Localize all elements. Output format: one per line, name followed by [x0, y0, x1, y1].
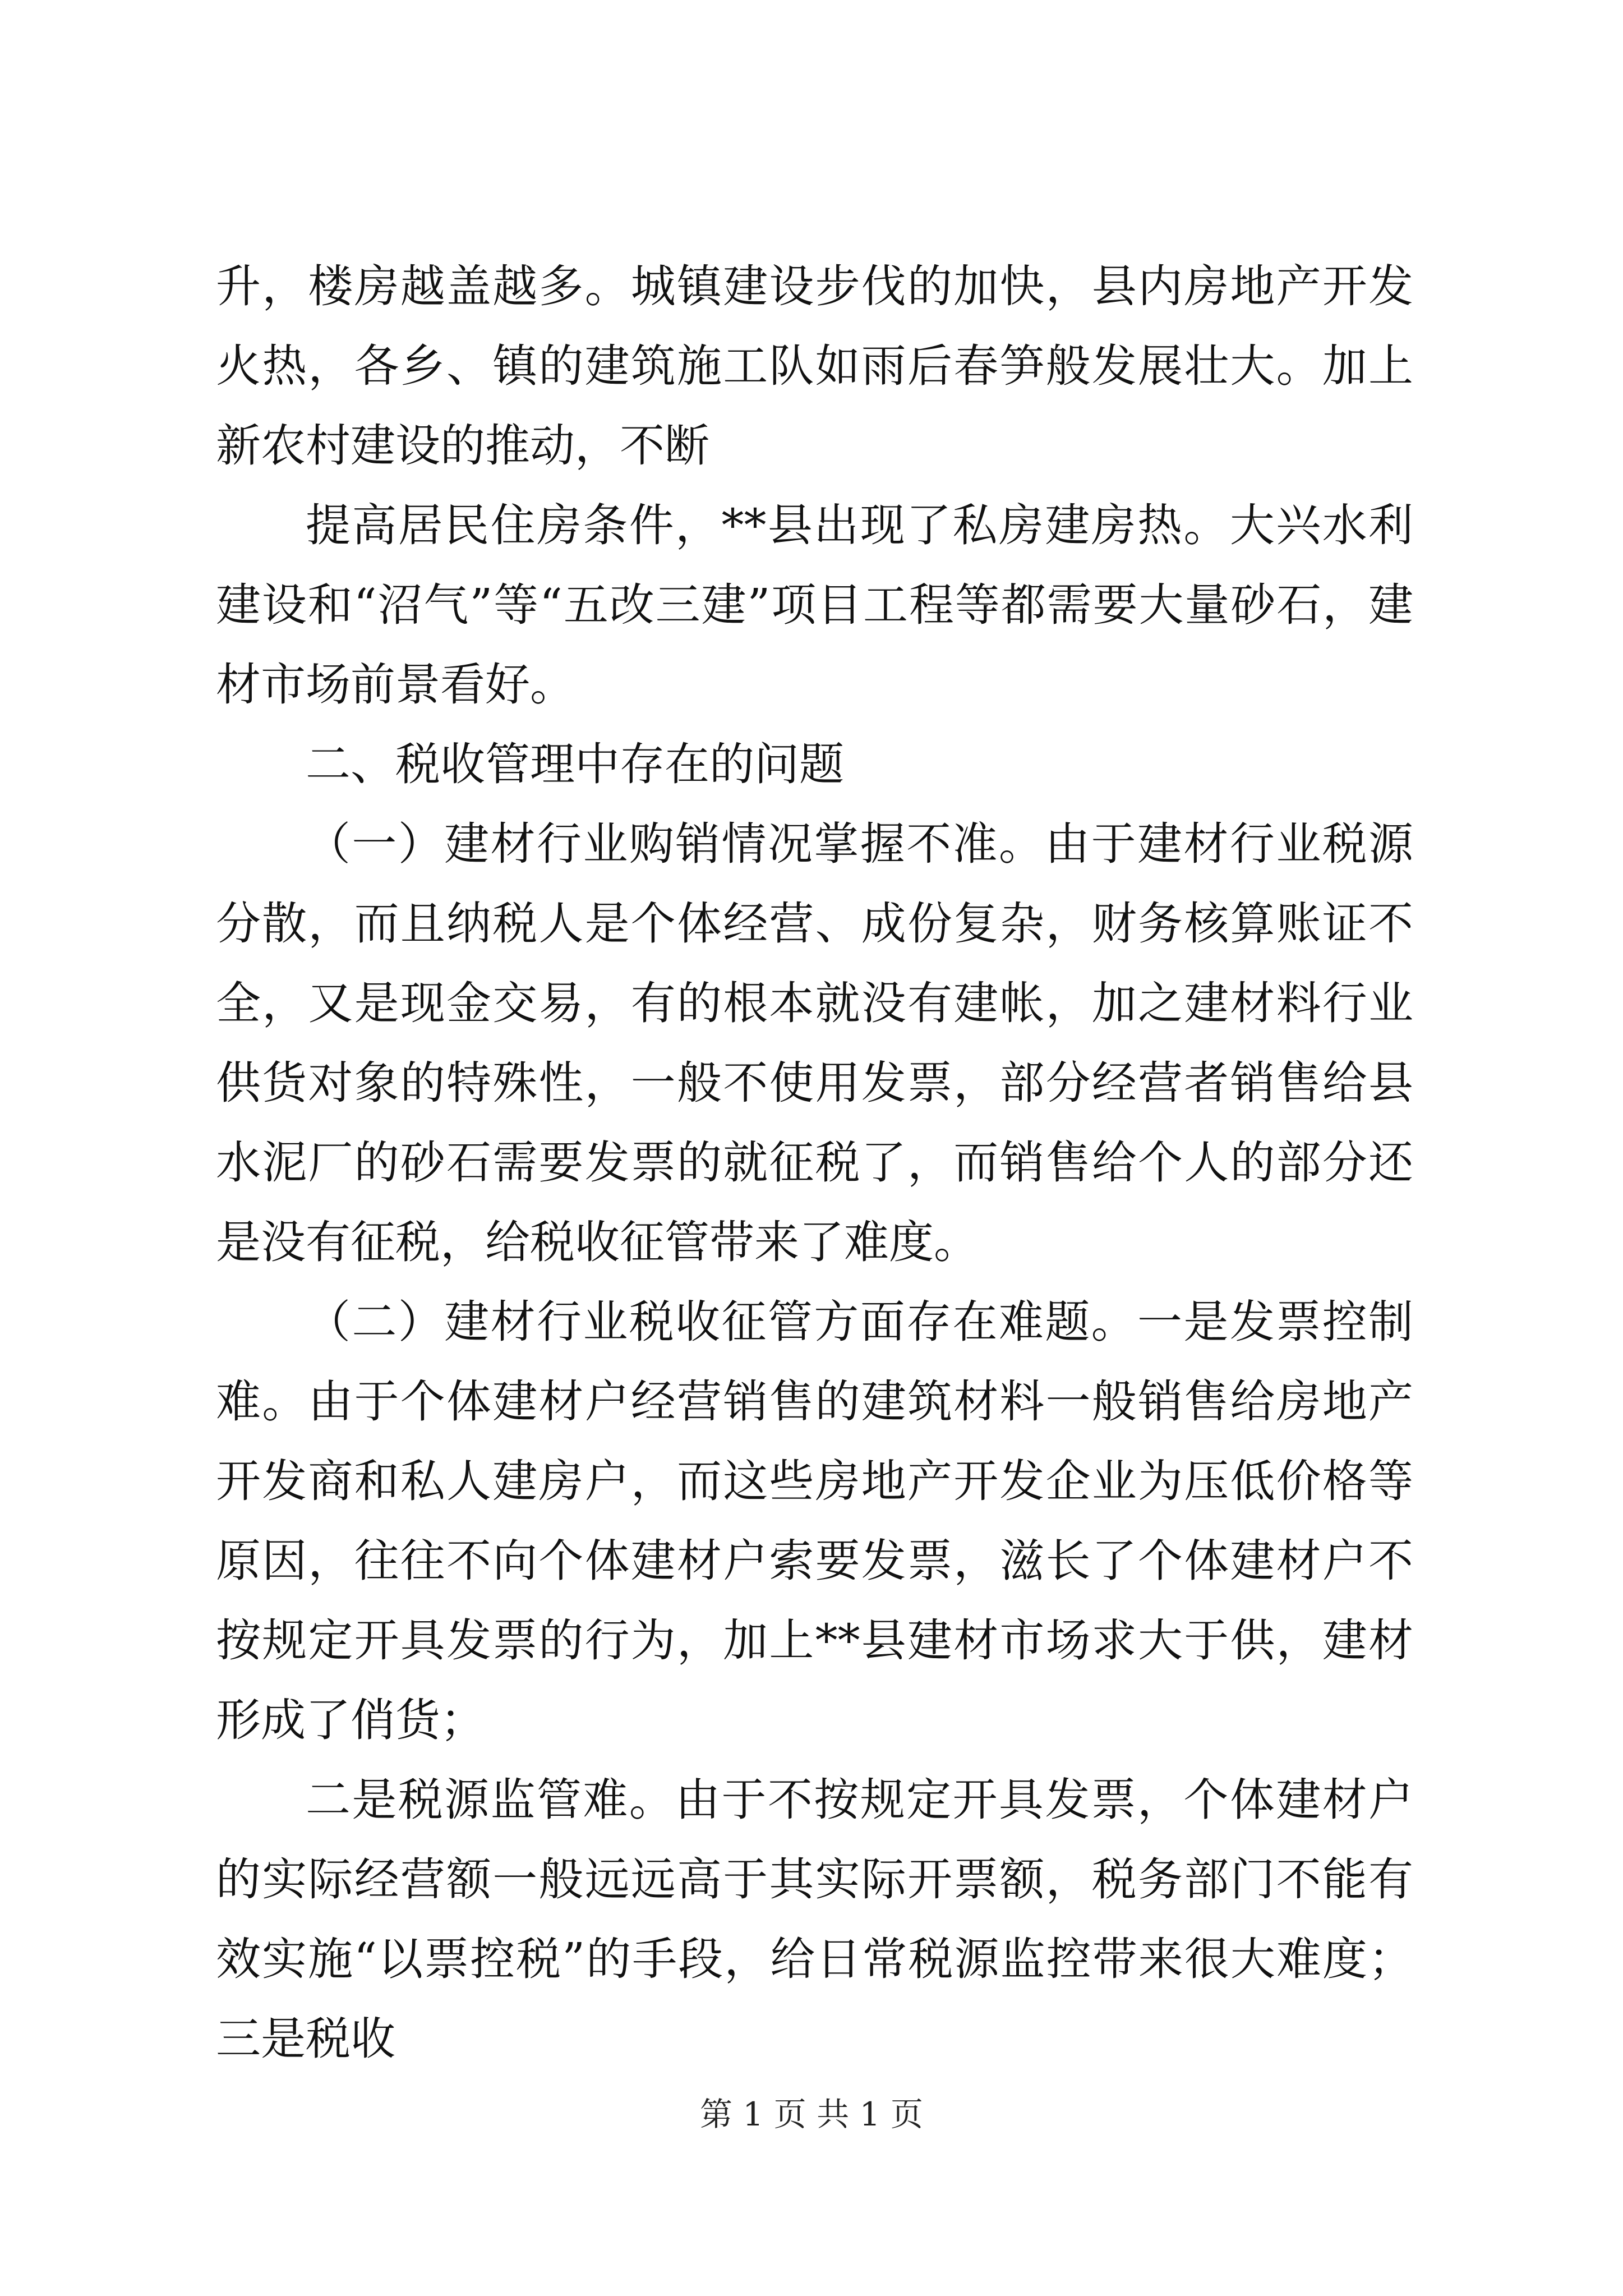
- section-heading: 二、税收管理中存在的问题: [306, 738, 844, 790]
- document-body: [216, 247, 1413, 2079]
- page-footer: 第 1 页 共 1 页: [700, 2095, 923, 2133]
- paragraph-1: 升，楼房越盖越多。城镇建设步伐的加快，县内房地产开发火热，各乡、镇的建筑施工队如雨后春笋般发展壮大。加上新农村建设的推动，不断: [216, 260, 1413, 472]
- paragraph-4: （一）建材行业购销情况掌握不准。由于建材行业税源分散，而且纳税人是个体经营、成份复杂，财务核算账证不全，又是现金交易，有的根本就没有建帐，加之建材料行业供货对象的特殊性，一般不使用发票，部分经营者销售给县水泥厂的砂石需要发票的就征税了，而销售给个人的部分还是没有征税，给税收征管带来了难度。: [216, 818, 1413, 1268]
- paragraph-5: （二）建材行业税收征管方面存在难题。一是发票控制难。由于个体建材户经营销售的建筑材料一般销售给房地产开发商和私人建房户，而这些房地产开发企业为压低价格等原因，往往不向个体建材户索要发票，滋长了个体建材户不按规定开具发票的行为，加上**县建材市场求大于供，建材形成了俏货；: [216, 1296, 1413, 1746]
- paragraph-2: 提高居民住房条件，**县出现了私房建房热。大兴水利建设和“沼气”等“五改三建”项目工程等都需要大量砂石，建材市场前景看好。: [216, 499, 1413, 711]
- paragraph-6: 二是税源监管难。由于不按规定开具发票，个体建材户的实际经营额一般远远高于其实际开票额，税务部门不能有效实施“以票控税”的手段，给日常税源监控带来很大难度；三是税收: [216, 1774, 1413, 2065]
